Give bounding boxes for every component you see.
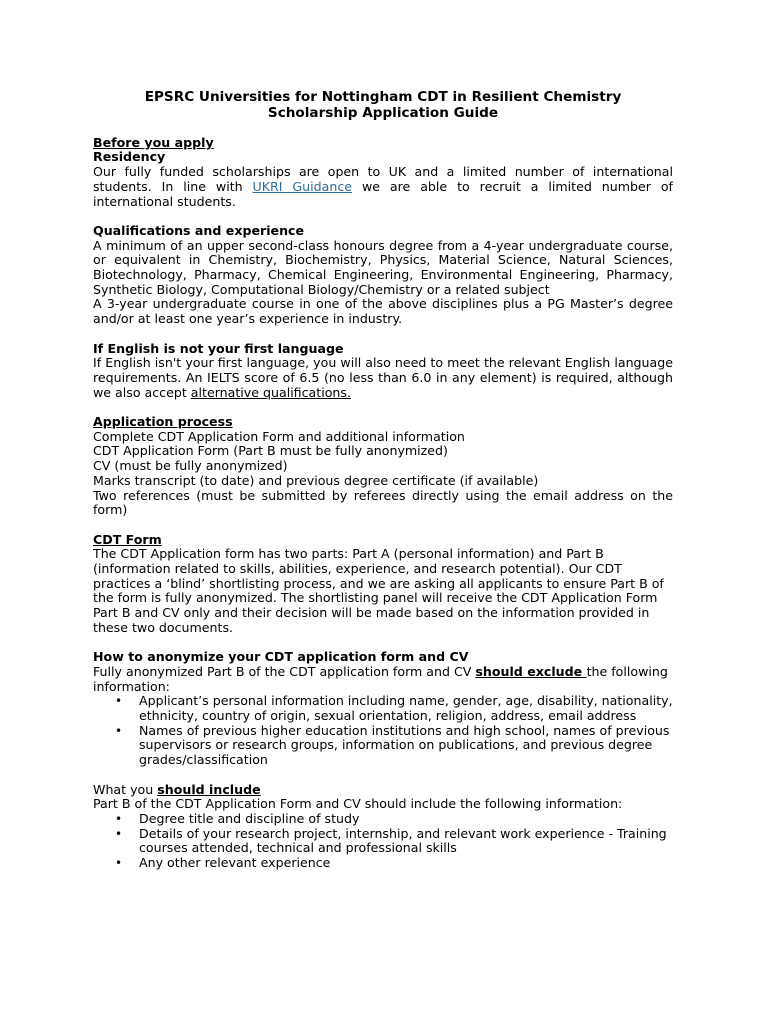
list-item-text: Names of previous higher education institutions and high school, names of previous supervisors or research groups, information on publications, and previous degree grades/classification bbox=[139, 722, 670, 768]
english-paragraph bbox=[93, 356, 673, 400]
application-process-item: CV (must be fully anonymized) bbox=[93, 458, 288, 474]
list-item bbox=[115, 722, 673, 768]
application-process-section bbox=[93, 415, 673, 518]
list-item-text: Any other relevant experience bbox=[139, 855, 331, 871]
residency-paragraph bbox=[93, 165, 673, 209]
bullet-icon: • bbox=[115, 826, 123, 841]
anonymize-heading: How to anonymize your CDT application form and CV bbox=[93, 649, 469, 665]
list-item bbox=[115, 855, 673, 871]
application-process-item: Marks transcript (to date) and previous degree certificate (if available) bbox=[93, 472, 539, 488]
cdt-form-paragraph: The CDT Application form has two parts: Part A (personal information) and Part B (information related to skills, abilities, experience, and research potential). Our CDT practices a ‘blind’ shortlisting process, and we are asking all applicants to ensure Part B of the form is fully anonymized. The shortlisting panel will receive the CDT Application Form Part B and CV only and their decision will be made based on the information provided in these two documents. bbox=[93, 546, 664, 635]
list-item-text: Applicant’s personal information including name, gender, age, disability, nationality, ethnicity, country of origin, sexual orientation, religion, address, email address bbox=[139, 693, 673, 724]
bullet-icon: • bbox=[115, 811, 123, 826]
list-item bbox=[115, 810, 673, 827]
bullet-icon: • bbox=[115, 856, 123, 871]
should-exclude-emphasis: should exclude bbox=[475, 663, 587, 679]
include-intro: Part B of the CDT Application Form and CV should include the following information: bbox=[93, 796, 623, 812]
document-page bbox=[93, 89, 673, 871]
bullet-icon: • bbox=[115, 723, 123, 738]
list-item bbox=[115, 825, 673, 856]
application-process-item: Complete CDT Application Form and additional information bbox=[93, 428, 465, 444]
residency-text-2: we are able to recruit a limited number of international students. bbox=[93, 178, 673, 209]
bullet-icon: • bbox=[115, 694, 123, 709]
residency-heading: Residency bbox=[93, 149, 166, 165]
application-process-item: CDT Application Form (Part B must be fully anonymized) bbox=[93, 443, 448, 459]
qualifications-section bbox=[93, 224, 673, 327]
application-process-item: Two references (must be submitted by referees directly using the email address on the form) bbox=[93, 487, 673, 518]
list-item-text: Degree title and discipline of study bbox=[139, 810, 360, 826]
include-heading bbox=[93, 783, 673, 798]
title-line-2: Scholarship Application Guide bbox=[267, 105, 499, 121]
exclude-list bbox=[93, 694, 673, 768]
list-item bbox=[115, 693, 673, 724]
list-item-text: Details of your research project, internship, and relevant work experience - Training courses attended, technical and professional skills bbox=[139, 825, 667, 856]
title-line-1: EPSRC Universities for Nottingham CDT in Resilient Chemistry bbox=[144, 89, 622, 105]
qualifications-heading: Qualifications and experience bbox=[93, 222, 305, 238]
english-text: If English isn't your first language, you will also need to meet the relevant English language requirements. An IELTS score of 6.5 (no less than 6.0 in any element) is required, although we also accept bbox=[93, 355, 673, 400]
anonymize-intro-text-1: Fully anonymized Part B of the CDT application form and CV bbox=[93, 663, 476, 679]
cdt-form-section bbox=[93, 533, 673, 636]
document-title bbox=[93, 89, 673, 121]
ukri-guidance-link[interactable]: UKRI Guidance bbox=[252, 178, 353, 194]
include-lead: What you bbox=[93, 781, 158, 797]
english-section bbox=[93, 342, 673, 401]
before-you-apply-section bbox=[93, 136, 673, 210]
cdt-form-heading: CDT Form bbox=[93, 531, 162, 547]
anonymize-intro bbox=[93, 665, 673, 694]
before-you-apply-heading: Before you apply bbox=[93, 134, 214, 150]
include-section bbox=[93, 783, 673, 871]
residency-text-1: Our fully funded scholarships are open to UK and a limited number of international students. In line with bbox=[93, 164, 673, 194]
application-process-heading: Application process bbox=[93, 414, 233, 429]
alternative-qualifications-link[interactable]: alternative qualifications. bbox=[190, 384, 351, 400]
anonymize-section bbox=[93, 650, 673, 768]
include-list bbox=[93, 812, 673, 871]
qualifications-paragraph-2: A 3-year undergraduate course in one of the above disciplines plus a PG Master’s degree and/or at least one year’s experience in industry. bbox=[93, 296, 673, 327]
english-heading: If English is not your first language bbox=[93, 340, 344, 356]
anonymize-intro-text-2: the following information: bbox=[93, 663, 668, 694]
should-include-emphasis: should include bbox=[157, 781, 261, 797]
qualifications-paragraph-1: A minimum of an upper second-class honours degree from a 4-year undergraduate course, or equivalent in Chemistry, Biochemistry, Physics, Material Science, Natural Sciences, Biotechnology, Pharmacy, Chemical Engineering, Environmental Engineering, Pharmacy, Synthetic Biology, Computational Biology/Chemistry or a related subject bbox=[93, 237, 673, 297]
